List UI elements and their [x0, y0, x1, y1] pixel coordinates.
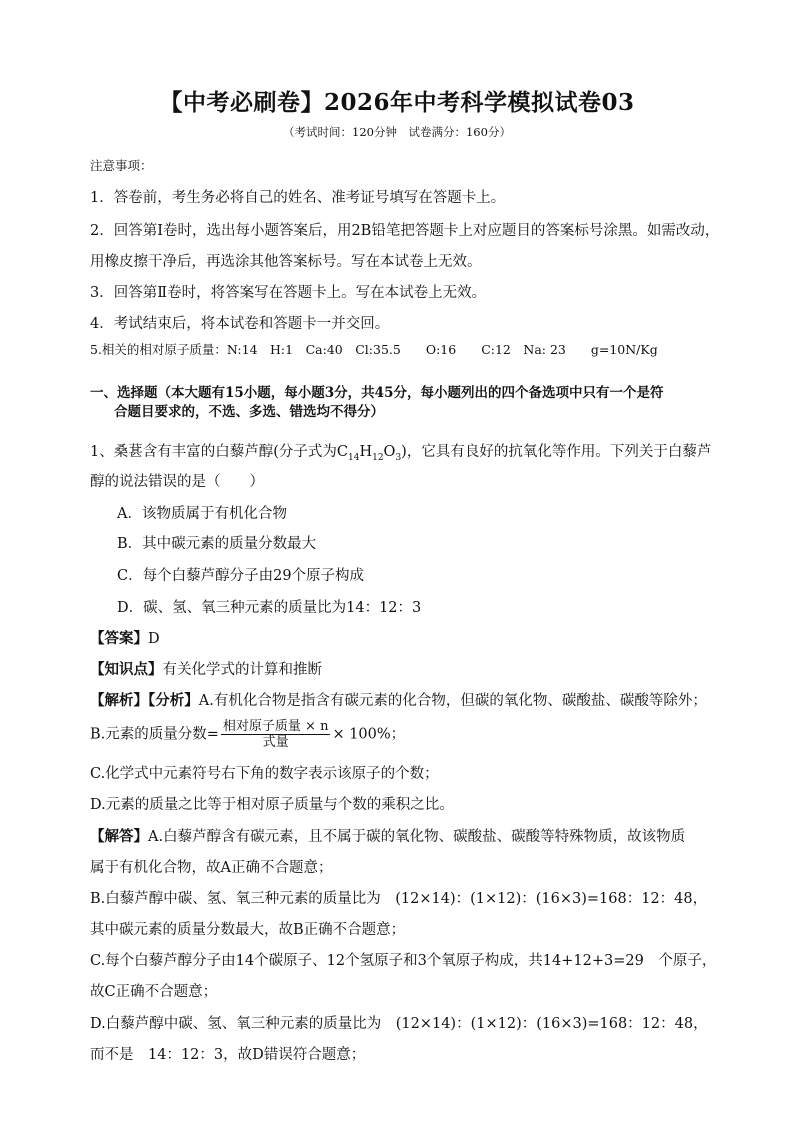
analysis-c: C.化学式中元素符号右下角的数字表示该原子的个数； [90, 766, 439, 782]
section-heading [90, 384, 710, 422]
exam-info: （考试时间：120分钟 试卷满分：160分） [283, 125, 511, 139]
analysis-line [90, 689, 707, 710]
analysis-label: 【解析】 [90, 692, 148, 709]
solution-label: 【解答】 [90, 828, 148, 845]
solution-line [90, 825, 685, 846]
solution-text: 故C正确不合题意； [90, 984, 218, 1000]
solution-text: B.白藜芦醇中碳、氢、氧三种元素的质量比为 (12×14)：(1×12)：(16×3)=168：12：48， [90, 891, 708, 907]
subscript: 3 [395, 452, 402, 463]
notice-item: 2．回答第Ⅰ卷时，选出每小题答案后，用2B铅笔把答题卡上对应题目的答案标号涂黑。如需改动， [90, 223, 720, 239]
section-heading-line2: 合题目要求的，不选、多选、错选均不得分） [114, 404, 384, 420]
stem-text: 1、桑葚含有丰富的白藜芦醇(分子式为C [90, 444, 348, 460]
option-a: A．该物质属于有机化合物 [117, 506, 287, 522]
section-heading-line1: 一、选择题（本大题有15小题，每小题3分，共45分，每小题列出的四个备选项中只有一个是符 [90, 385, 664, 401]
answer-line [90, 627, 160, 648]
option-c: C．每个白藜芦醇分子由29个原子构成 [117, 568, 365, 584]
knowledge-label: 【知识点】 [90, 661, 163, 678]
subscript: 14 [347, 452, 360, 463]
solution-text: 属于有机化合物，故A正确不合题意； [90, 860, 333, 876]
solution-text: 而不是 14：12：3，故D错误符合题意； [90, 1047, 366, 1063]
analysis-sub-label: 【分析】 [148, 692, 199, 709]
subscript: 12 [372, 452, 384, 463]
analysis-a: A.有机化合物是指含有碳元素的化合物，但碳的氧化物、碳酸盐、碳酸等除外； [198, 693, 707, 709]
notice-item: 4．考试结束后，将本试卷和答题卡一并交回。 [90, 316, 390, 332]
notice-item: 1．答卷前，考生务必将自己的姓名、准考证号填写在答题卡上。 [90, 190, 506, 206]
formula-suffix: × 100%； [332, 726, 406, 743]
knowledge-line [90, 658, 322, 679]
solution-text: C.每个白藜芦醇分子由14个碳原子、12个氢原子和3个氧原子构成，共14+12+3=29 个原子， [90, 953, 717, 969]
stem-text: H [359, 444, 373, 460]
solution-text: A.白藜芦醇含有碳元素，且不属于碳的氧化物、碳酸盐、碳酸等特殊物质，故该物质 [148, 829, 686, 845]
solution-text: 其中碳元素的质量分数最大，故B正确不合题意； [90, 922, 406, 938]
answer-label: 【答案】 [90, 630, 148, 647]
knowledge-value: 有关化学式的计算和推断 [162, 662, 322, 678]
solution-text: D.白藜芦醇中碳、氢、氧三种元素的质量比为 (12×14)：(1×12)：(16×3)=168：12：48， [90, 1016, 708, 1032]
notice-item: 5.相关的相对原子质量：N:14 H:1 Ca:40 Cl:35.5 O:16 C:12 Na: 23 g=10N/Kg [90, 342, 658, 357]
notice-item: 3．回答第Ⅱ卷时，将答案写在答题卡上。写在本试卷上无效。 [90, 285, 487, 301]
page-title: 【中考必刷卷】2026年中考科学模拟试卷03 [159, 89, 635, 116]
question-stem-line2: 醇的说法错误的是（ ） [90, 474, 264, 490]
formula-prefix: B.元素的质量分数= [90, 726, 219, 743]
analysis-d: D.元素的质量之比等于相对原子质量与个数的乘积之比。 [90, 797, 454, 813]
stem-text: O [383, 444, 396, 460]
fraction-denominator: 式量 [262, 735, 289, 750]
answer-value: D [148, 631, 160, 647]
option-d: D．碳、氢、氧三种元素的质量比为14：12：3 [117, 600, 422, 616]
notice-item: 用橡皮擦干净后，再选涂其他答案标号。写在本试卷上无效。 [90, 254, 482, 270]
question-stem [90, 440, 711, 463]
stem-text: )，它具有良好的抗氧化等作用。下列关于白藜芦 [401, 444, 712, 460]
option-b: B．其中碳元素的质量分数最大 [117, 536, 317, 552]
notice-heading: 注意事项： [90, 158, 153, 173]
analysis-b [90, 719, 405, 750]
fraction [221, 719, 331, 750]
fraction-numerator: 相对原子质量 × n [222, 719, 329, 734]
